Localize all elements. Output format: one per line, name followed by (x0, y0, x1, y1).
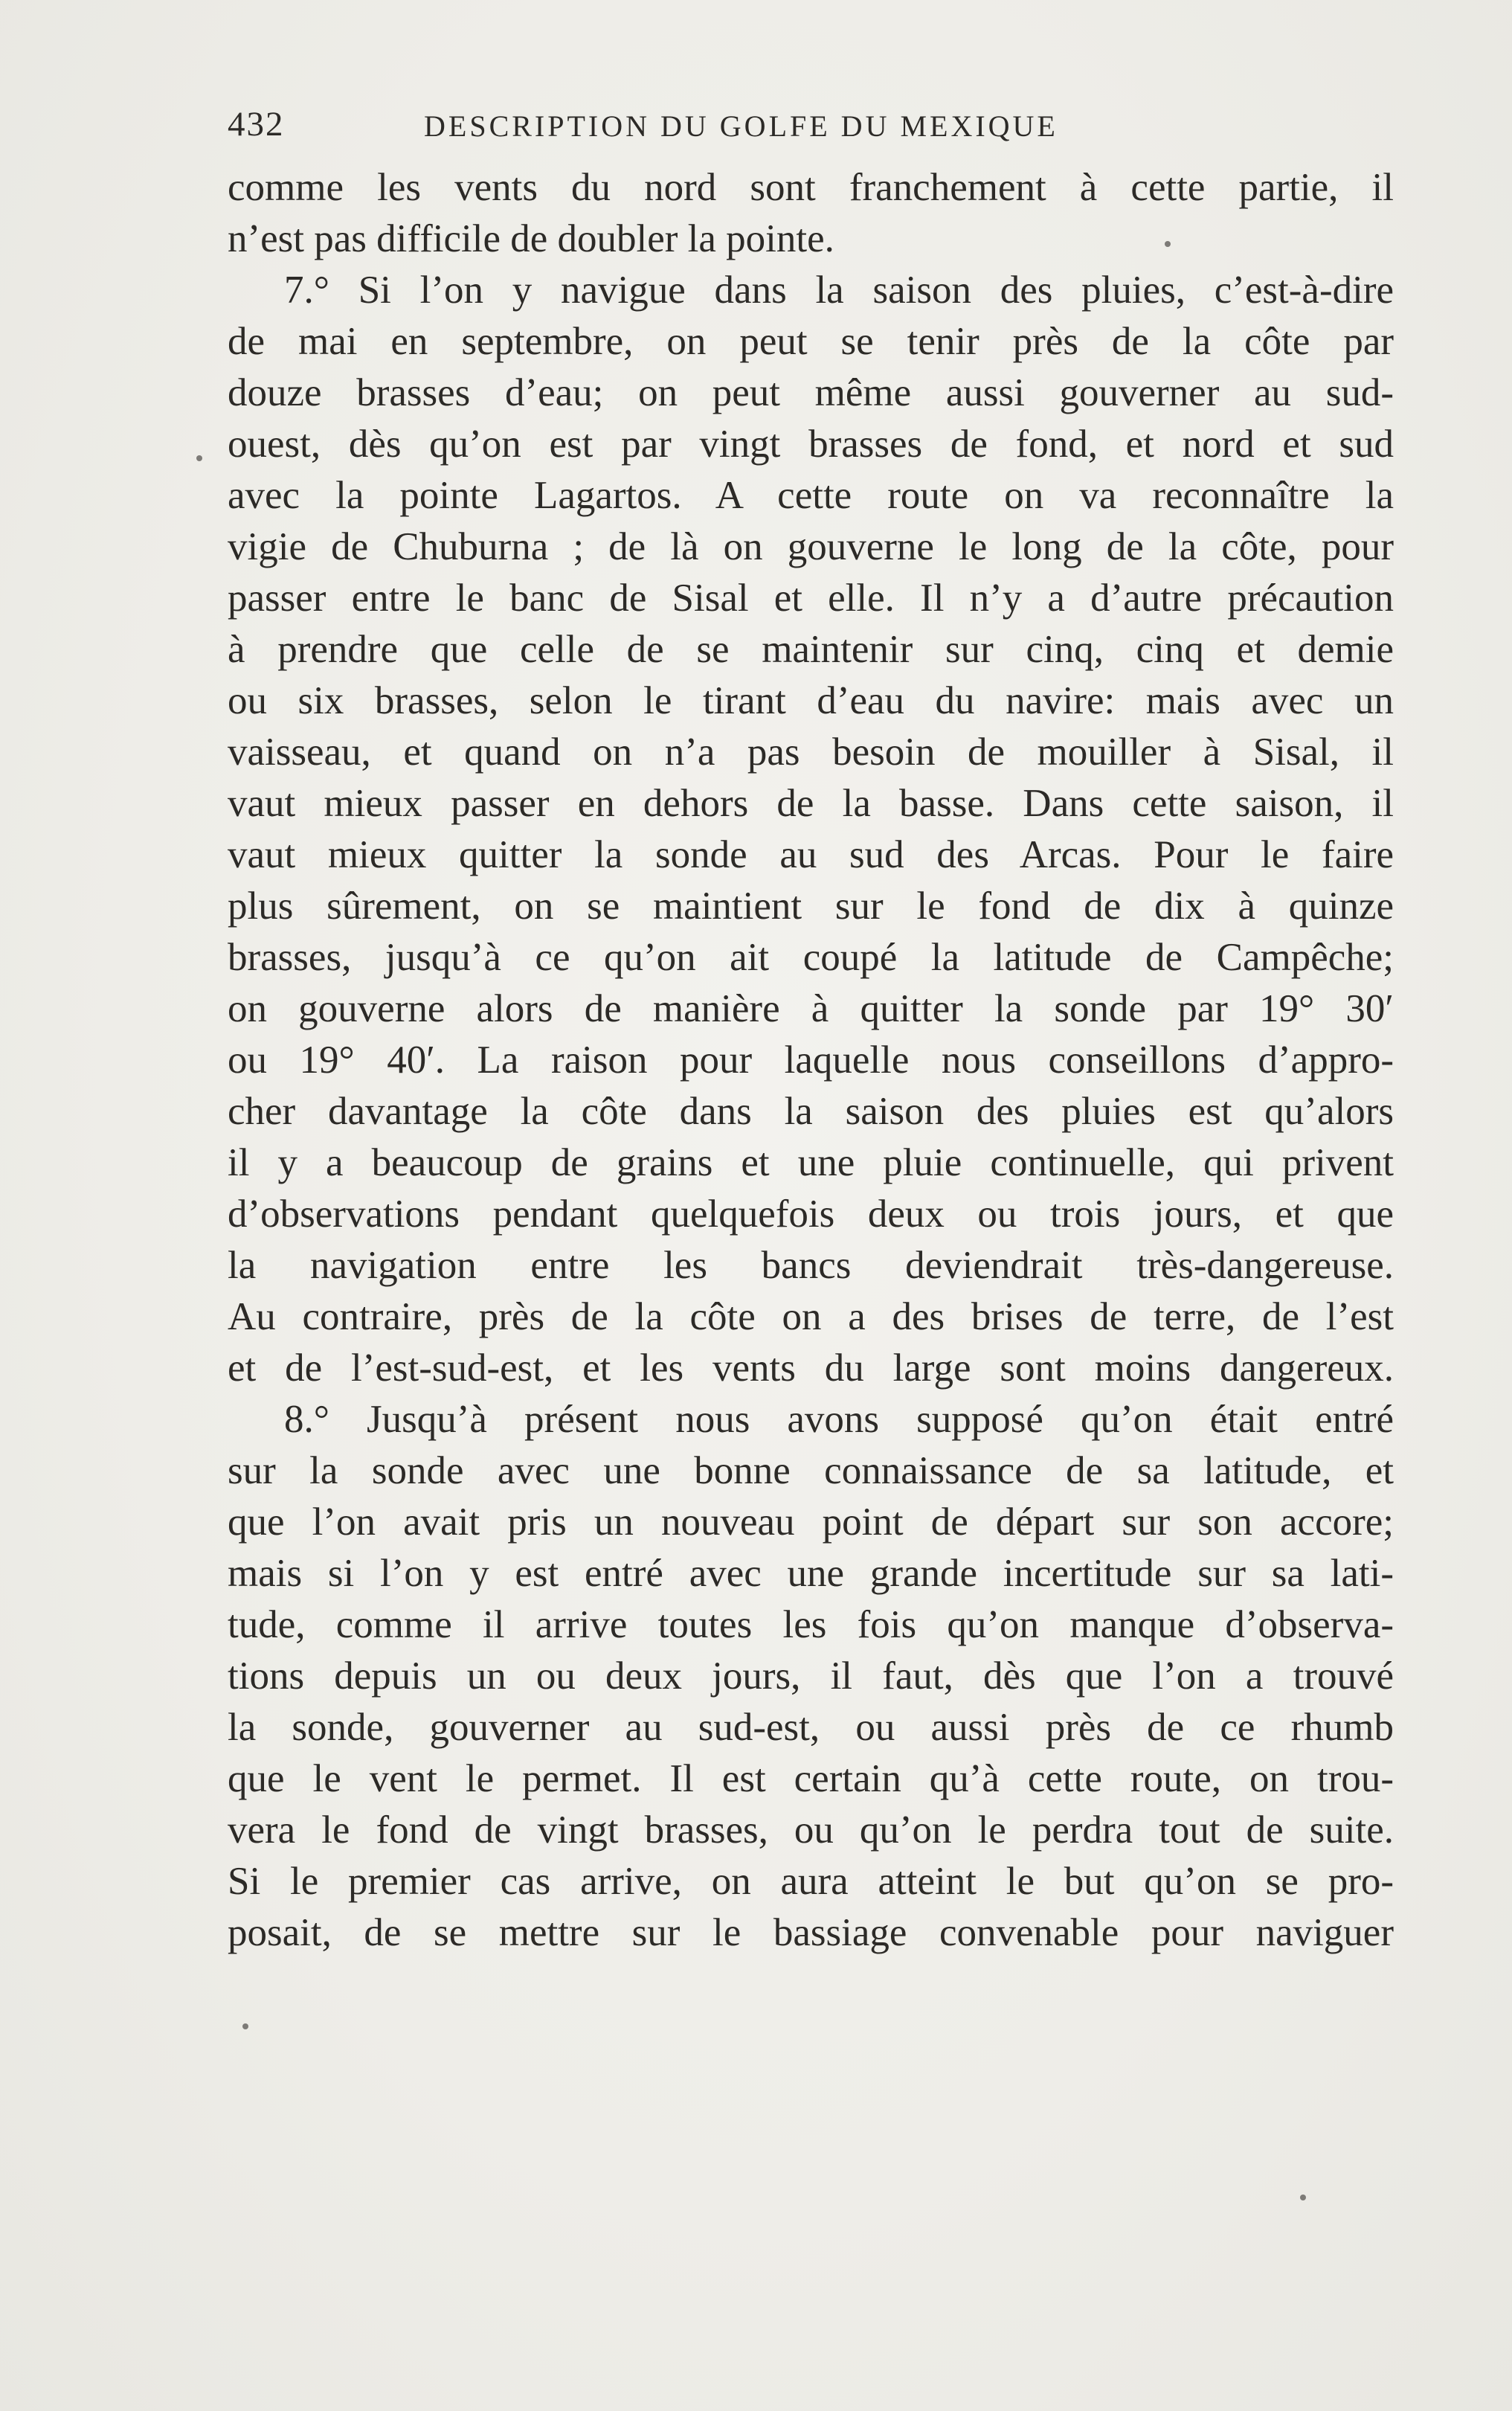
text-line: passer entre le banc de Sisal et elle. Il n’y a d’autre précaution (228, 577, 1394, 620)
text-line: Au contraire, près de la côte on a des brises de terre, de l’est (228, 1295, 1394, 1338)
paragraph-8-first-line: 8.° Jusqu’à présent nous avons supposé qu’on était entré (284, 1398, 1394, 1441)
text-line: vigie de Chuburna ; de là on gouverne le long de la côte, pour (228, 525, 1394, 568)
text-line: tions depuis un ou deux jours, il faut, dès que l’on a trouvé (228, 1654, 1394, 1698)
text-line: comme les vents du nord sont franchement à cette partie, il (228, 166, 1394, 209)
text-line: douze brasses d’eau; on peut même aussi gouverner au sud- (228, 371, 1394, 414)
text-line: tude, comme il arrive toutes les fois qu’on manque d’observa- (228, 1603, 1394, 1646)
page-number: 432 (228, 105, 285, 144)
body-text (228, 162, 1394, 1959)
text-line: vaut mieux passer en dehors de la basse. Dans cette saison, il (228, 782, 1394, 825)
text-line: vaisseau, et quand on n’a pas besoin de mouiller à Sisal, il (228, 731, 1394, 774)
text-line: et de l’est-sud-est, et les vents du large sont moins dangereux. (228, 1346, 1394, 1390)
text-line: plus sûrement, on se maintient sur le fond de dix à quinze (228, 885, 1394, 928)
text-line: vera le fond de vingt brasses, ou qu’on le perdra tout de suite. (228, 1808, 1394, 1852)
text-line: sur la sonde avec une bonne connaissance de sa latitude, et (228, 1449, 1394, 1492)
text-line: brasses, jusqu’à ce qu’on ait coupé la latitude de Campêche; (228, 936, 1394, 979)
text-line: de mai en septembre, on peut se tenir près de la côte par (228, 320, 1394, 363)
text-line: posait, de se mettre sur le bassiage convenable pour naviguer (228, 1911, 1394, 1954)
running-head (228, 104, 1187, 156)
running-title: DESCRIPTION DU GOLFE DU MEXIQUE (424, 109, 1058, 143)
text-line: la navigation entre les bancs deviendrait très-dangereuse. (228, 1244, 1394, 1287)
text-line: d’observations pendant quelquefois deux ou trois jours, et que (228, 1192, 1394, 1236)
text-line: que le vent le permet. Il est certain qu’à cette route, on trou- (228, 1757, 1394, 1800)
text-line: à prendre que celle de se maintenir sur cinq, cinq et demie (228, 628, 1394, 671)
text-line: ou 19° 40′. La raison pour laquelle nous conseillons d’appro- (228, 1038, 1394, 1082)
paper-speck (1300, 2195, 1306, 2200)
text-line: n’est pas difficile de doubler la pointe. (228, 217, 834, 260)
paper-speck (1165, 241, 1171, 247)
text-line: on gouverne alors de manière à quitter la sonde par 19° 30′ (228, 987, 1394, 1030)
text-line: ouest, dès qu’on est par vingt brasses de fond, et nord et sud (228, 423, 1394, 466)
text-line: Si le premier cas arrive, on aura atteint le but qu’on se pro- (228, 1860, 1394, 1903)
text-line: mais si l’on y est entré avec une grande incertitude sur sa lati- (228, 1552, 1394, 1595)
text-line: la sonde, gouverner au sud-est, ou aussi près de ce rhumb (228, 1706, 1394, 1749)
text-line: que l’on avait pris un nouveau point de départ sur son accore; (228, 1500, 1394, 1544)
text-line: il y a beaucoup de grains et une pluie continuelle, qui privent (228, 1141, 1394, 1184)
text-line: cher davantage la côte dans la saison des pluies est qu’alors (228, 1090, 1394, 1133)
paper-speck (242, 2023, 248, 2029)
paper-speck (196, 455, 202, 461)
text-line: ou six brasses, selon le tirant d’eau du navire: mais avec un (228, 679, 1394, 722)
text-line: avec la pointe Lagartos. A cette route on va reconnaître la (228, 474, 1394, 517)
paragraph-7-first-line: 7.° Si l’on y navigue dans la saison des pluies, c’est-à-dire (284, 269, 1394, 312)
text-line: vaut mieux quitter la sonde au sud des Arcas. Pour le faire (228, 833, 1394, 876)
